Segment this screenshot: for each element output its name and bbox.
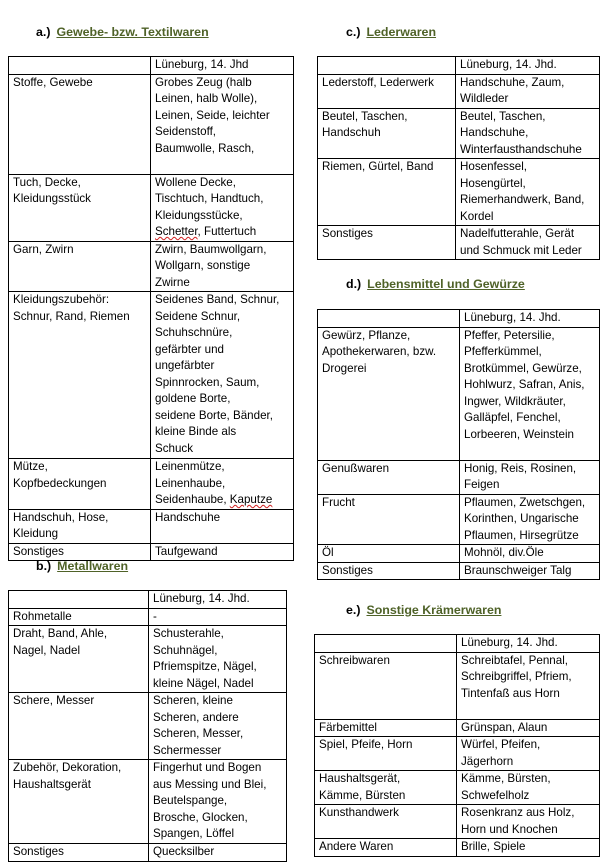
items-cell — [151, 459, 294, 510]
items-cell: - — [149, 608, 287, 626]
header-cell: Lüneburg, 14. Jhd. — [460, 310, 600, 328]
items-cell: Handschuhe, Zaum, Wildleder — [456, 74, 600, 108]
header-empty-cell — [9, 57, 151, 75]
category-cell: Sonstiges — [318, 226, 456, 260]
table-row — [9, 292, 294, 459]
table-row — [318, 327, 600, 460]
items-cell: Hosenfessel, Hosengürtel, Riemerhandwerk, Band, Kordel — [456, 159, 600, 226]
items-cell: Seidenes Band, Schnur, Seidene Schnur, Schuhschnüre, gefärbter und ungefärbter Spinnrocken, Saum, goldene Borte, seidene Borte, Bänder, kleine Binde als Schuck — [151, 292, 294, 459]
header-cell: Lüneburg, 14. Jhd. — [457, 635, 600, 653]
header-cell: Lüneburg, 14. Jhd. — [149, 591, 287, 609]
heading-metallwaren — [36, 558, 128, 575]
items-cell: Fingerhut und Bogen aus Messing und Blei, Beutelspange, Brosche, Glocken, Spangen, Löffel — [149, 760, 287, 844]
category-cell: Schreibwaren — [315, 652, 457, 719]
heading-title: Metallwaren — [57, 559, 129, 573]
items-cell: Handschuhe — [151, 509, 294, 543]
category-cell: Lederstoff, Lederwerk — [318, 74, 456, 108]
category-cell: Sonstiges — [318, 562, 460, 580]
category-cell: Kunsthandwerk — [315, 805, 457, 839]
items-cell: Brille, Spiele — [457, 839, 600, 857]
table-row — [9, 608, 287, 626]
heading-lederwaren — [346, 24, 436, 41]
items-cell: Rosenkranz aus Holz, Horn und Knochen — [457, 805, 600, 839]
items-text: Leinenmütze, Leinenhaube, Seidenhaube, — [155, 460, 227, 506]
category-cell: Sonstiges — [9, 844, 149, 862]
header-empty-cell — [318, 57, 456, 75]
table-row — [318, 159, 600, 226]
items-cell: Nadelfutterahle, Gerät und Schmuck mit Leder — [456, 226, 600, 260]
heading-label: d.) — [346, 277, 362, 291]
table-row — [315, 719, 600, 737]
table-row — [9, 760, 287, 844]
items-cell: Honig, Reis, Rosinen, Feigen — [460, 460, 600, 494]
items-cell: Grünspan, Alaun — [457, 719, 600, 737]
items-cell: Pfeffer, Petersilie, Pfefferkümmel, Brotkümmel, Gewürze, Hohlwurz, Safran, Anis, Ingwer, Wildkräuter, Galläpfel, Fenchel, Lorbeeren, Weinstein — [460, 327, 600, 460]
items-cell: Kämme, Bürsten, Schwefelholz — [457, 771, 600, 805]
category-cell: Riemen, Gürtel, Band — [318, 159, 456, 226]
table-header-row — [315, 635, 600, 653]
table-textilwaren — [8, 56, 294, 561]
items-cell: Schusterahle, Schuhnägel, Pfriemspitze, Nägel, kleine Nägel, Nadel — [149, 626, 287, 693]
heading-title: Gewebe- bzw. Textilwaren — [56, 25, 209, 39]
table-row — [315, 771, 600, 805]
table-row — [315, 805, 600, 839]
table-header-row — [318, 57, 600, 75]
category-cell: Öl — [318, 545, 460, 563]
header-empty-cell — [315, 635, 457, 653]
items-cell: Taufgewand — [151, 543, 294, 561]
category-cell: Genußwaren — [318, 460, 460, 494]
items-cell: Schreibtafel, Pennal, Schreibgriffel, Pfriem, Tintenfaß aus Horn — [457, 652, 600, 719]
items-cell: Grobes Zeug (halb Leinen, halb Wolle), Leinen, Seide, leichter Seidenstoff, Baumwolle, Rasch, — [151, 74, 294, 174]
heading-textilwaren — [36, 24, 209, 41]
heading-kraemerwaren — [346, 602, 501, 619]
table-header-row — [9, 57, 294, 75]
category-cell: Garn, Zwirn — [9, 241, 151, 292]
table-row — [9, 174, 294, 241]
table-kraemerwaren — [314, 634, 600, 857]
category-cell: Spiel, Pfeife, Horn — [315, 737, 457, 771]
table-row — [318, 460, 600, 494]
header-cell: Lüneburg, 14. Jhd — [151, 57, 294, 75]
category-cell: Draht, Band, Ahle, Nagel, Nadel — [9, 626, 149, 693]
table-row — [9, 459, 294, 510]
table-lebensmittel — [317, 309, 600, 580]
table-row — [9, 844, 287, 862]
header-empty-cell — [318, 310, 460, 328]
table-header-row — [318, 310, 600, 328]
table-row — [318, 74, 600, 108]
spellcheck-marked-word: Schetter — [155, 225, 198, 238]
items-cell: Braunschweiger Talg — [460, 562, 600, 580]
table-row — [9, 693, 287, 760]
header-cell: Lüneburg, 14. Jhd. — [456, 57, 600, 75]
heading-title: Sonstige Krämerwaren — [366, 603, 502, 617]
category-cell: Schere, Messer — [9, 693, 149, 760]
spellcheck-marked-word: Kaputze — [229, 493, 273, 506]
heading-title: Lebensmittel und Gewürze — [367, 277, 525, 291]
items-cell: Würfel, Pfeifen, Jägerhorn — [457, 737, 600, 771]
category-cell: Kleidungszubehör: Schnur, Rand, Riemen — [9, 292, 151, 459]
table-row — [318, 562, 600, 580]
table-row — [9, 626, 287, 693]
table-row — [9, 509, 294, 543]
items-text-tail: , Futtertuch — [197, 225, 257, 238]
table-row — [315, 652, 600, 719]
category-cell: Tuch, Decke, Kleidungsstück — [9, 174, 151, 241]
category-cell: Sonstiges — [9, 543, 151, 561]
items-cell: Scheren, kleine Scheren, andere Scheren, Messer, Schermesser — [149, 693, 287, 760]
category-cell: Beutel, Taschen, Handschuh — [318, 108, 456, 159]
heading-lebensmittel — [346, 276, 525, 293]
heading-label: a.) — [36, 25, 51, 39]
table-row — [315, 839, 600, 857]
category-cell: Zubehör, Dekoration, Haushaltsgerät — [9, 760, 149, 844]
table-lederwaren — [317, 56, 600, 260]
category-cell: Frucht — [318, 494, 460, 545]
category-cell: Färbemittel — [315, 719, 457, 737]
table-row — [318, 226, 600, 260]
table-row — [318, 108, 600, 159]
table-row — [9, 241, 294, 292]
table-row — [9, 74, 294, 174]
heading-label: c.) — [346, 25, 361, 39]
items-cell — [151, 174, 294, 241]
category-cell: Andere Waren — [315, 839, 457, 857]
items-cell: Zwirn, Baumwollgarn, Wollgarn, sonstige Zwirne — [151, 241, 294, 292]
items-cell: Quecksilber — [149, 844, 287, 862]
items-cell: Beutel, Taschen, Handschuhe, Winterfausthandschuhe — [456, 108, 600, 159]
category-cell: Mütze, Kopfbedeckungen — [9, 459, 151, 510]
table-row — [318, 494, 600, 545]
category-cell: Gewürz, Pflanze, Apothekerwaren, bzw. Drogerei — [318, 327, 460, 460]
items-cell: Pflaumen, Zwetschgen, Korinthen, Ungarische Pflaumen, Hirsegrütze — [460, 494, 600, 545]
table-row — [318, 545, 600, 563]
category-cell: Rohmetalle — [9, 608, 149, 626]
table-header-row — [9, 591, 287, 609]
header-empty-cell — [9, 591, 149, 609]
heading-label: b.) — [36, 559, 52, 573]
heading-label: e.) — [346, 603, 361, 617]
items-cell: Mohnöl, div.Öle — [460, 545, 600, 563]
category-cell: Haushaltsgerät, Kämme, Bürsten — [315, 771, 457, 805]
table-row — [315, 737, 600, 771]
items-text: Wollene Decke, Tischtuch, Handtuch, Kleidungsstücke, — [155, 175, 264, 222]
heading-title: Lederwaren — [366, 25, 437, 39]
table-metallwaren — [8, 590, 287, 862]
category-cell: Handschuh, Hose, Kleidung — [9, 509, 151, 543]
category-cell: Stoffe, Gewebe — [9, 74, 151, 174]
